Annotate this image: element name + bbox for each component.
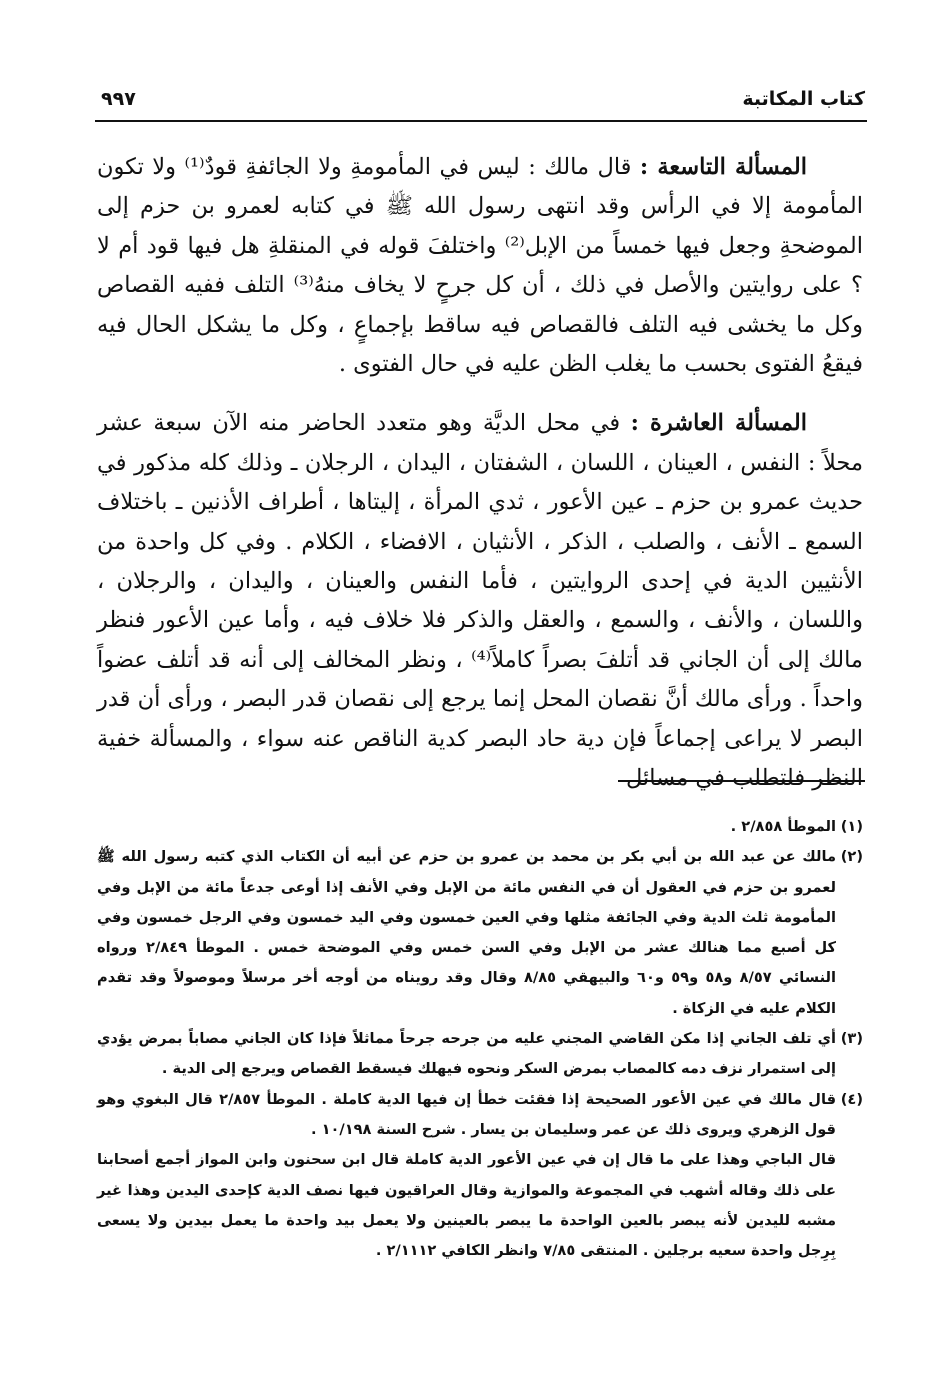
footnote-4 — [97, 1085, 863, 1146]
header-rule — [95, 120, 867, 122]
footnote-number: (٤) — [840, 1090, 864, 1108]
footnote-number: (٣) — [840, 1030, 863, 1048]
main-text — [97, 148, 863, 799]
paragraph-heading: المسألة التاسعة : — [639, 154, 807, 180]
paragraph-ninth-issue — [97, 148, 863, 384]
paragraph-tenth-issue — [97, 404, 863, 798]
paragraph-text: قال مالك : ليس في المأمومةِ ولا الجائفةِ قودٌ⁽¹⁾ ولا تكون المأمومة إلا في الرأس وقد انتهى رسول الله ﷺ في كتابه لعمرو بن حزم إلى الموضحةِ وجعل فيها خمساً من الإبل⁽²⁾ واختلفَ قوله في المنقلةِ هل فيها قود أم لا ؟ على روايتين والأصل في ذلك ، أن كل جرحٍ لا يخاف منهُ⁽³⁾ التلف ففيه القصاص وكل ما يخشى فيه التلف فالقصاص فيه ساقط بإجماعٍ ، وكل ما يشكل الحال فيه فيقعُ الفتوى بحسب ما يغلب الظن عليه في حال الفتوى . — [97, 154, 863, 378]
footnote-4-continuation — [97, 1145, 863, 1266]
paragraph-text: في محل الديَّة وهو متعدد الحاضر منه الآن سبعة عشر محلاً : النفس ، العينان ، اللسان ، الشفتان ، اليدان ، الرجلان ـ وذلك كله مذكور في حديث عمرو بن حزم ـ عين الأعور ، ثدي المرأة ، إليتاها ، أطراف الأذنين ـ باختلاف السمع ـ الأنف ، والصلب ، الذكر ، الأنثيان ، الافضاء ، الكلام . وفي كل واحدة من الأنثيين الدية في إحدى الروايتين ، فأما النفس والعينان ، واليدان ، والرجلان ، واللسان ، والأنف ، والسمع ، والعقل والذكر فلا خلاف فيه ، وأما عين الأعور فنظر مالك إلى أن الجاني قد أتلفَ بصراً كاملاً⁽⁴⁾ ، ونظر المخالف إلى أنه قد أتلف عضواً واحداً . ورأى مالك أنَّ نقصان المحل إنما يرجع إلى نقصان قدر البصر ، ورأى أن قدر البصر لا يراعى إجماعاً فإن دية حاد البصر كدية الناقص عنه سواء ، والمسألة خفية النظر فلتطلب في مسائل — [97, 410, 863, 792]
footnote-text: قال مالك في عين الأعور الصحيحة إذا فقئت خطأ إن فيها الدية كاملة . الموطأ ٢/٨٥٧ قال البغوي وهو قول الزهري ويروى ذلك عن عمر وسليمان بن يسار . شرح السنة ١٠/١٩٨ . — [97, 1090, 837, 1138]
footnote-number: (٢) — [840, 848, 863, 866]
paragraph-heading: المسألة العاشرة : — [630, 410, 807, 437]
footnotes — [97, 812, 863, 1266]
footnote-text: أي تلف الجاني إذا مكن القاضي المجني عليه من جرحه جرحاً مماثلاً فإذا كان الجاني مصاباً بمرض يؤدي إلى استمرار نزف دمه كالمصاب بمرض السكر ونحوه فيهلك فيسقط القصاص ويرجع إلى الدية . — [97, 1030, 836, 1078]
footnote-3 — [97, 1024, 863, 1085]
footnote-2 — [97, 842, 863, 1024]
footnote-number: (١) — [840, 818, 863, 835]
book-title: كتاب المكاتبة — [742, 88, 865, 110]
footnote-separator — [618, 780, 865, 782]
page-number: ٩٩٧ — [101, 88, 136, 110]
footnote-text: مالك عن عبد الله بن أبي بكر بن محمد بن عمرو بن حزم عن أبيه أن الكتاب الذي كتبه رسول الله ﷺ لعمرو بن حزم في العقول أن في النفس مائة من الإبل وفي الأنف إذا أوعى جدعاً مائة من الإبل وفي المأمومة ثلث الدية وفي الجائفة مثلها وفي العين خمسون وفي اليد خمسون وفي الرجل خمسون وفي كل أصبع مما هنالك عشر من الإبل وفي السن خمس وفي الموضحة خمس . الموطأ ٢/٨٤٩ ورواه النسائي ٨/٥٧ و٥٨ و٥٩ و٦٠ والبيهقي ٨/٨٥ وقال وقد رويناه من أوجه أخر مرسلاً وموصولاً وقد تقدم الكلام عليه في الزكاة . — [97, 848, 837, 1017]
footnote-1 — [97, 812, 863, 842]
footnote-text: الموطأ ٢/٨٥٨ . — [730, 818, 836, 835]
running-header — [95, 88, 865, 118]
footnote-text: قال الباجي وهذا على ما قال إن في عين الأعور الدية كاملة قال ابن سحنون وابن المواز أجمع أصحابنا على ذلك وقاله أشهب في المجموعة والموازية وقال العراقيون فيها نصف الدية كإحدى اليدين وهذا غير مشبه لليدين لأنه يبصر بالعين الواحدة ما يبصر بالعينين ولا يعمل بيد واحدة ما يعمل بيدين ولا يسعى بِرِجل واحدة سعيه برجلين . المنتقى ٧/٨٥ وانظر الكافي ٢/١١١٢ . — [97, 1151, 836, 1260]
